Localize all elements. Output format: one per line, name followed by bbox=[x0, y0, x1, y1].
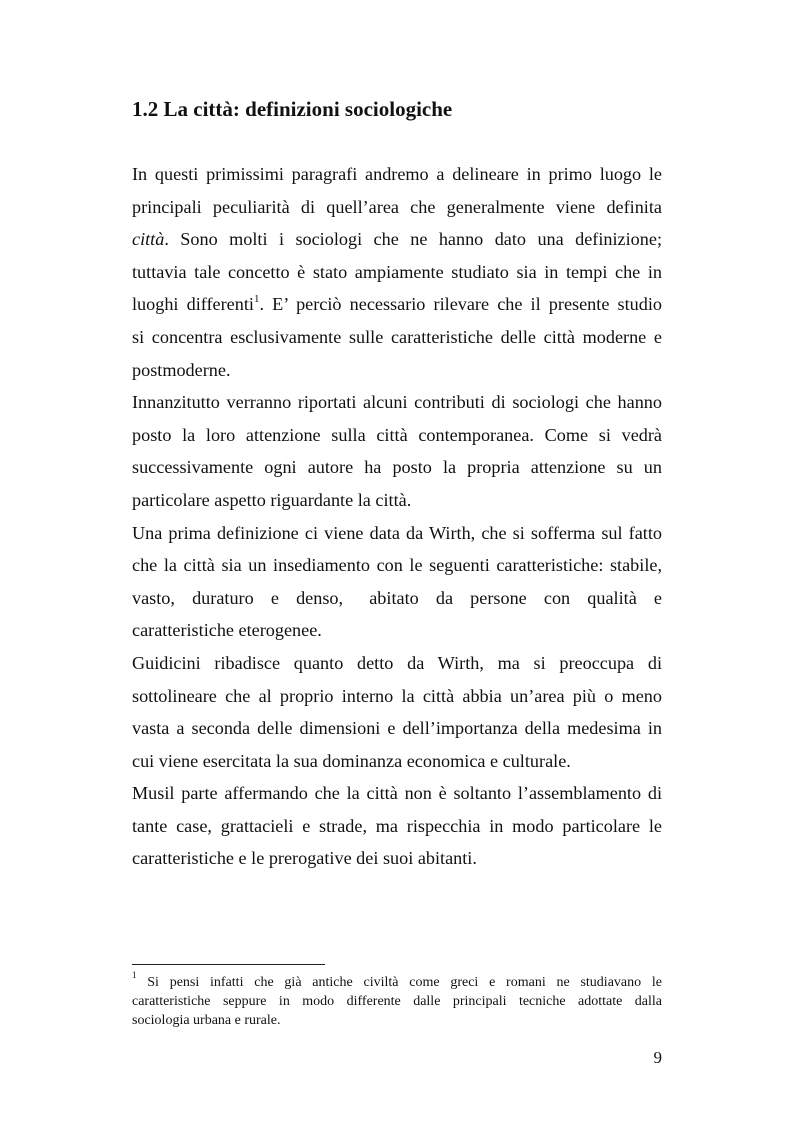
footnote-line: caratteristiche seppure in modo differente dalle principali tecniche adottate dalla bbox=[132, 994, 662, 1009]
paragraph-line: particolare aspetto riguardante la città. bbox=[132, 489, 412, 510]
paragraph-line: In questi primissimi paragrafi andremo a delineare in primo luogo le bbox=[132, 164, 662, 184]
line-start: luoghi differenti bbox=[132, 294, 254, 315]
page-number: 9 bbox=[653, 1048, 662, 1067]
paragraph-4 bbox=[132, 647, 662, 777]
paragraph-line: Guidicini ribadisce quanto detto da Wirth, ma si preoccupa di bbox=[132, 652, 662, 673]
footnote-divider bbox=[132, 964, 325, 965]
paragraph-line: sottolineare che al proprio interno la città abbia un’area più o meno bbox=[132, 685, 662, 706]
footnote-text: Si pensi infatti che già antiche civiltà come greci e romani ne studiavano le bbox=[136, 975, 662, 990]
footnote-line: sociologia urbana e rurale. bbox=[132, 1013, 281, 1028]
paragraph-line: Innanzitutto verranno riportati alcuni contributi di sociologi che hanno bbox=[132, 392, 662, 413]
paragraph-1 bbox=[132, 158, 662, 386]
paragraph-line: postmoderne. bbox=[132, 359, 231, 380]
paragraph-5 bbox=[132, 777, 662, 875]
italic-term: città bbox=[132, 229, 165, 250]
paragraph-line: cui viene esercitata la sua dominanza economica e culturale. bbox=[132, 750, 571, 771]
line-rest: . E’ perciò necessario rilevare che il presente studio bbox=[259, 294, 662, 315]
footnote-line bbox=[132, 970, 662, 992]
paragraph-line bbox=[132, 223, 662, 256]
paragraph-line bbox=[132, 288, 662, 321]
paragraph-line: tante case, grattacieli e strade, ma rispecchia in modo particolare le bbox=[132, 815, 662, 836]
paragraph-line: caratteristiche eterogenee. bbox=[132, 620, 322, 641]
paragraph-line: posto la loro attenzione sulla città contemporanea. Come si vedrà bbox=[132, 424, 662, 445]
paragraph-line: si concentra esclusivamente sulle caratteristiche delle città moderne e bbox=[132, 326, 662, 347]
footnote bbox=[132, 970, 662, 1030]
paragraph-line bbox=[132, 582, 662, 615]
paragraph-line: Musil parte affermando che la città non è soltanto l’assemblamento di bbox=[132, 783, 662, 804]
paragraph-2 bbox=[132, 386, 662, 516]
line-rest: abitato da persone con qualità e bbox=[369, 587, 663, 608]
paragraph-3 bbox=[132, 517, 662, 647]
paragraph-line: tuttavia tale concetto è stato ampiamente studiato sia in tempi che in bbox=[132, 261, 662, 282]
line-start: vasto, duraturo e denso, bbox=[132, 587, 344, 608]
paragraph-line: caratteristiche e le prerogative dei suoi abitanti. bbox=[132, 848, 477, 869]
section-heading: 1.2 La città: definizioni sociologiche bbox=[132, 97, 453, 121]
paragraph-line: principali peculiarità di quell’area che generalmente viene definita bbox=[132, 196, 662, 217]
paragraph-line: vasta a seconda delle dimensioni e dell’importanza della medesima in bbox=[132, 718, 662, 739]
paragraph-line: successivamente ogni autore ha posto la propria attenzione su un bbox=[132, 457, 662, 478]
line-rest: . Sono molti i sociologi che ne hanno dato una definizione; bbox=[164, 229, 662, 250]
paragraph-line: che la città sia un insediamento con le seguenti caratteristiche: stabile, bbox=[132, 555, 662, 576]
footnote-reference[interactable]: 1 bbox=[253, 293, 260, 306]
body-text bbox=[132, 158, 662, 875]
paragraph-line: Una prima definizione ci viene data da Wirth, che si sofferma sul fatto bbox=[132, 522, 662, 543]
footnote-marker: 1 bbox=[132, 970, 137, 981]
